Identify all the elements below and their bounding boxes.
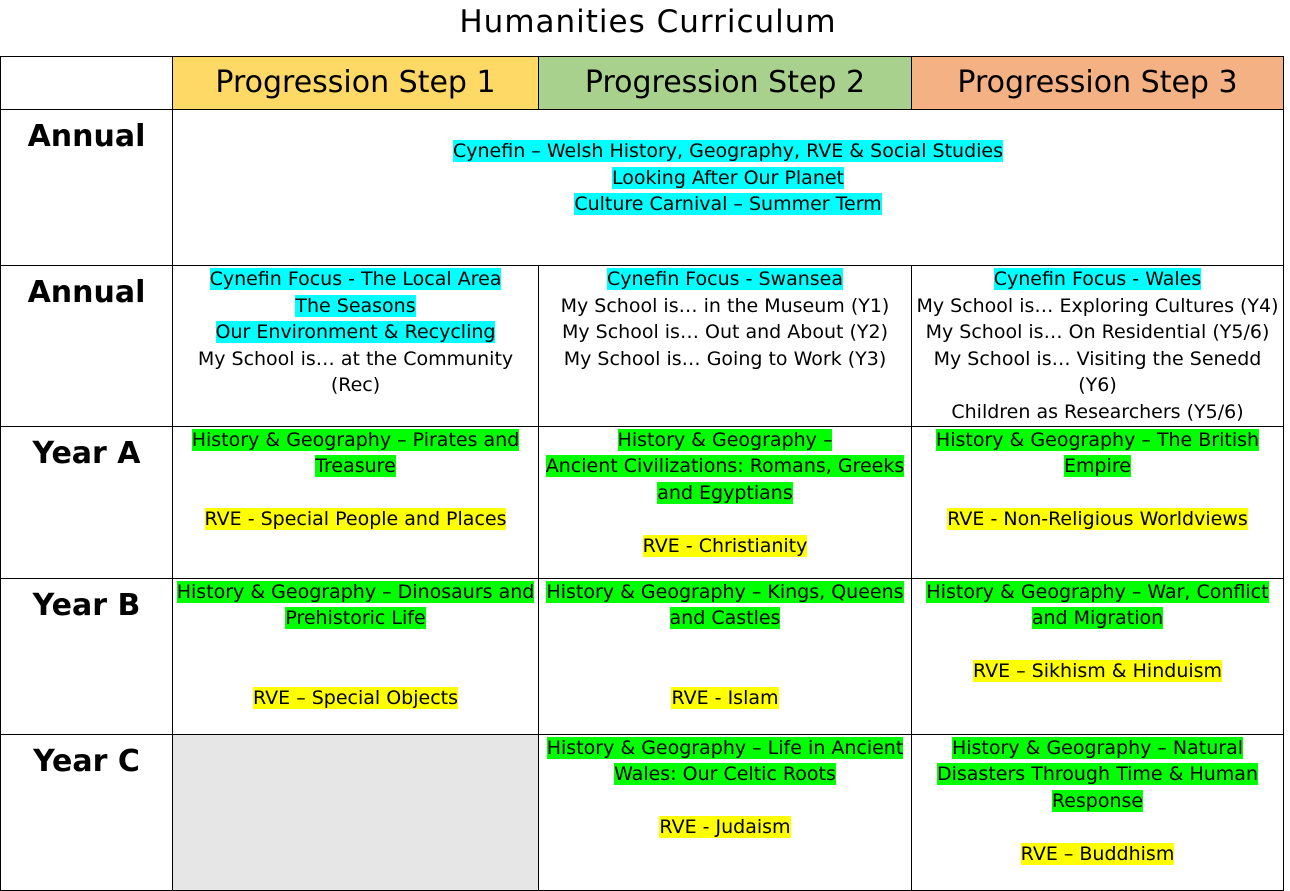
hg-topic-line: History & Geography – Dinosaurs and [176,580,535,603]
hg-topic-line: History & Geography – War, Conflict [926,580,1269,603]
rve-topic: RVE - Special People and Places [204,508,507,531]
annual-line: Cynefin – Welsh History, Geography, RVE & Social Studies [452,140,1004,162]
hg-topic-line: History & Geography – The British [935,428,1260,451]
row-label-annual: Annual [1,110,173,266]
focus-line: The Seasons [295,294,416,317]
annual-focus-step-1 [173,266,539,427]
row-label-annual-focus: Annual [1,266,173,427]
curriculum-table [0,56,1284,891]
year-b-step-2 [539,578,912,734]
focus-line: Cynefin Focus - Swansea [606,268,843,290]
focus-line: Children as Researchers (Y5/6) [951,400,1244,423]
corner-cell [1,57,173,110]
year-b-step-1 [173,578,539,734]
focus-line: My School is… Going to Work (Y3) [563,347,887,370]
rve-topic: RVE - Judaism [659,816,791,839]
focus-line: My School is… Visiting the Senedd (Y6) [933,347,1262,397]
annual-line: Culture Carnival – Summer Term [574,193,882,216]
hg-topic-line: Response [1051,789,1144,812]
year-a-step-2 [539,426,912,578]
hg-topic-line: History & Geography – Kings, Queens [546,580,904,603]
rve-topic: RVE - Islam [671,686,779,709]
focus-line: My School is… Out and About (Y2) [561,321,888,344]
rve-topic: RVE - Christianity [642,534,808,557]
column-header-step-2: Progression Step 2 [539,57,912,110]
row-year-a [1,426,1284,578]
hg-topic-line: Treasure [315,455,396,478]
year-c-step-1-empty [173,734,539,890]
focus-line: Cynefin Focus - Wales [993,268,1202,290]
row-label-year-c: Year C [1,734,173,890]
hg-topic-line: Empire [1064,455,1131,478]
focus-line: My School is… Exploring Cultures (Y4) [916,294,1279,317]
focus-line: My School is… at the Community (Rec) [197,347,514,397]
year-a-step-3 [912,426,1284,578]
rve-topic: RVE – Sikhism & Hinduism [972,660,1223,683]
rve-topic: RVE - Non-Religious Worldviews [947,508,1248,531]
hg-topic-line: Disasters Through Time & Human [936,763,1258,786]
row-year-b [1,578,1284,734]
hg-topic-line: History & Geography – Natural [951,736,1244,759]
focus-line: My School is… On Residential (Y5/6) [925,321,1270,344]
rve-topic: RVE – Special Objects [252,686,459,709]
row-annual-whole-school [1,110,1284,266]
hg-topic-line: History & Geography – [617,428,833,451]
annual-whole-school-cell [173,110,1284,266]
year-b-step-3 [912,578,1284,734]
hg-topic-line: History & Geography – Life in Ancient [546,736,904,759]
document-title: Humanities Curriculum [459,4,837,40]
focus-line: My School is… in the Museum (Y1) [560,294,890,317]
hg-topic-line: Prehistoric Life [285,607,426,630]
header-row [1,57,1284,110]
hg-topic-line: Ancient Civilizations: Romans, Greeks [545,455,905,478]
year-c-step-3 [912,734,1284,890]
annual-line: Looking After Our Planet [612,166,844,189]
hg-topic-line: History & Geography – Pirates and [191,428,520,451]
focus-line: Cynefin Focus - The Local Area [209,268,502,290]
column-header-step-1: Progression Step 1 [173,57,539,110]
year-c-step-2 [539,734,912,890]
hg-topic-line: and Castles [669,607,781,630]
row-label-year-a: Year A [1,426,173,578]
year-a-step-1 [173,426,539,578]
row-label-year-b: Year B [1,578,173,734]
hg-topic-line: and Egyptians [657,481,793,504]
row-year-c [1,734,1284,890]
annual-focus-step-3 [912,266,1284,427]
row-annual-focus [1,266,1284,427]
focus-line: Our Environment & Recycling [215,321,496,344]
rve-topic: RVE – Buddhism [1020,842,1175,865]
hg-topic-line: and Migration [1031,607,1164,630]
annual-focus-step-2 [539,266,912,427]
column-header-step-3: Progression Step 3 [912,57,1284,110]
hg-topic-line: Wales: Our Celtic Roots [614,763,836,786]
